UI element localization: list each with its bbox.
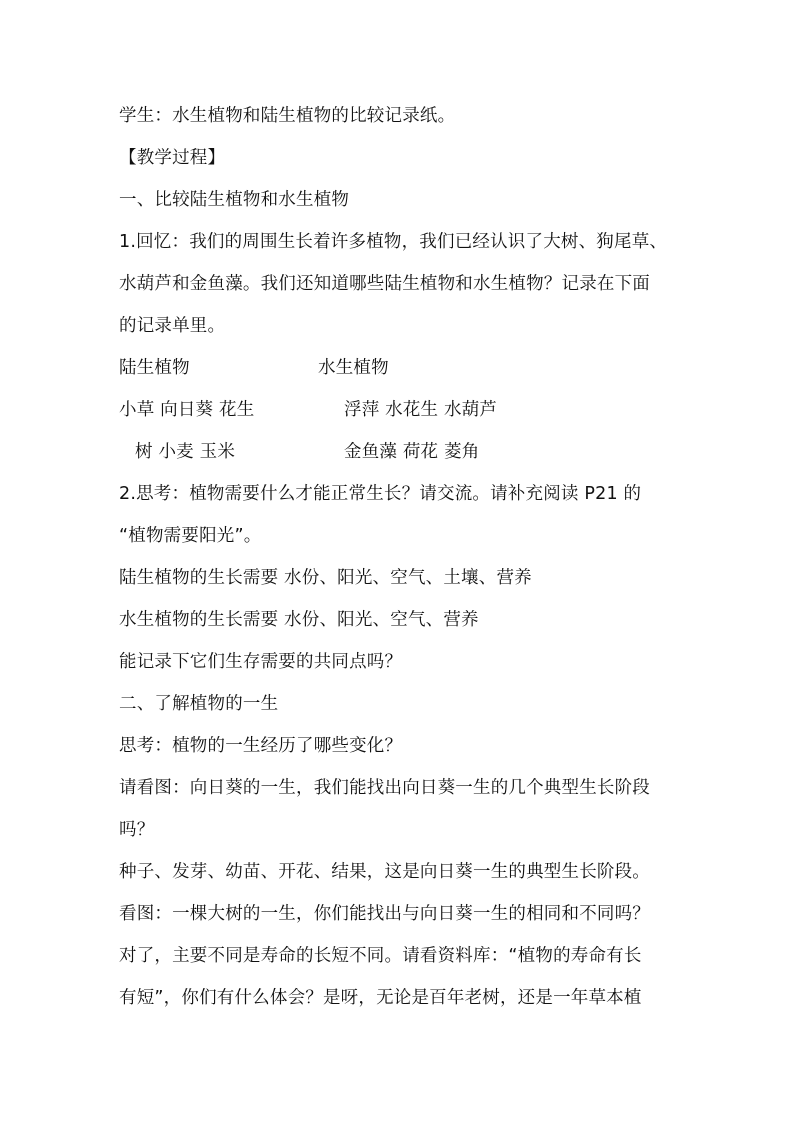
record-row1-water: 浮萍 水花生 水葫芦 [344, 400, 498, 420]
paragraph-recall-line-2: 水葫芦和金鱼藻。我们还知道哪些陆生植物和水生植物？记录在下面 [119, 274, 650, 294]
record-row2-water: 金鱼藻 荷花 菱角 [344, 442, 480, 462]
paragraph-lifespan-line-2: 有短”，你们有什么体会？是呀，无论是百年老树，还是一年草本植 [119, 988, 642, 1008]
paragraph-recall-line-1: 1.回忆：我们的周围生长着许多植物，我们已经认识了大树、狗尾草、 [119, 232, 668, 252]
common-needs-question: 能记录下它们生存需要的共同点吗？ [119, 652, 403, 672]
record-row2-land: 树 小麦 玉米 [135, 442, 236, 462]
section-heading-teaching-process: 【教学过程】 [119, 148, 226, 168]
section-heading-plant-life: 二、了解植物的一生 [119, 694, 279, 714]
water-plant-needs: 水生植物的生长需要 水份、阳光、空气、营养 [119, 610, 479, 630]
record-header-water: 水生植物 [318, 358, 389, 378]
land-plant-needs: 陆生植物的生长需要 水份、阳光、空气、土壤、营养 [119, 568, 532, 588]
paragraph-think-line-1: 2.思考：植物需要什么才能正常生长？请交流。请补充阅读 P21 的 [119, 484, 642, 504]
sunflower-stages: 种子、发芽、幼苗、开花、结果，这是向日葵一生的典型生长阶段。 [119, 862, 650, 882]
materials-line: 学生：水生植物和陆生植物的比较记录纸。 [119, 106, 456, 126]
section-heading-compare-plants: 一、比较陆生植物和水生植物 [119, 190, 350, 210]
paragraph-recall-line-3: 的记录单里。 [119, 316, 226, 336]
tree-life-question: 看图：一棵大树的一生，你们能找出与向日葵一生的相同和不同吗？ [119, 904, 650, 924]
paragraph-lifespan-line-1: 对了，主要不同是寿命的长短不同。请看资料库：“植物的寿命有长 [119, 946, 642, 966]
paragraph-sunflower-line-1: 请看图：向日葵的一生，我们能找出向日葵一生的几个典型生长阶段 [119, 778, 650, 798]
paragraph-think-line-2: “植物需要阳光”。 [119, 526, 262, 546]
paragraph-sunflower-line-2: 吗？ [119, 820, 155, 840]
think-plant-changes: 思考：植物的一生经历了哪些变化？ [119, 736, 403, 756]
record-row1-land: 小草 向日葵 花生 [119, 400, 255, 420]
record-header-land: 陆生植物 [119, 358, 190, 378]
